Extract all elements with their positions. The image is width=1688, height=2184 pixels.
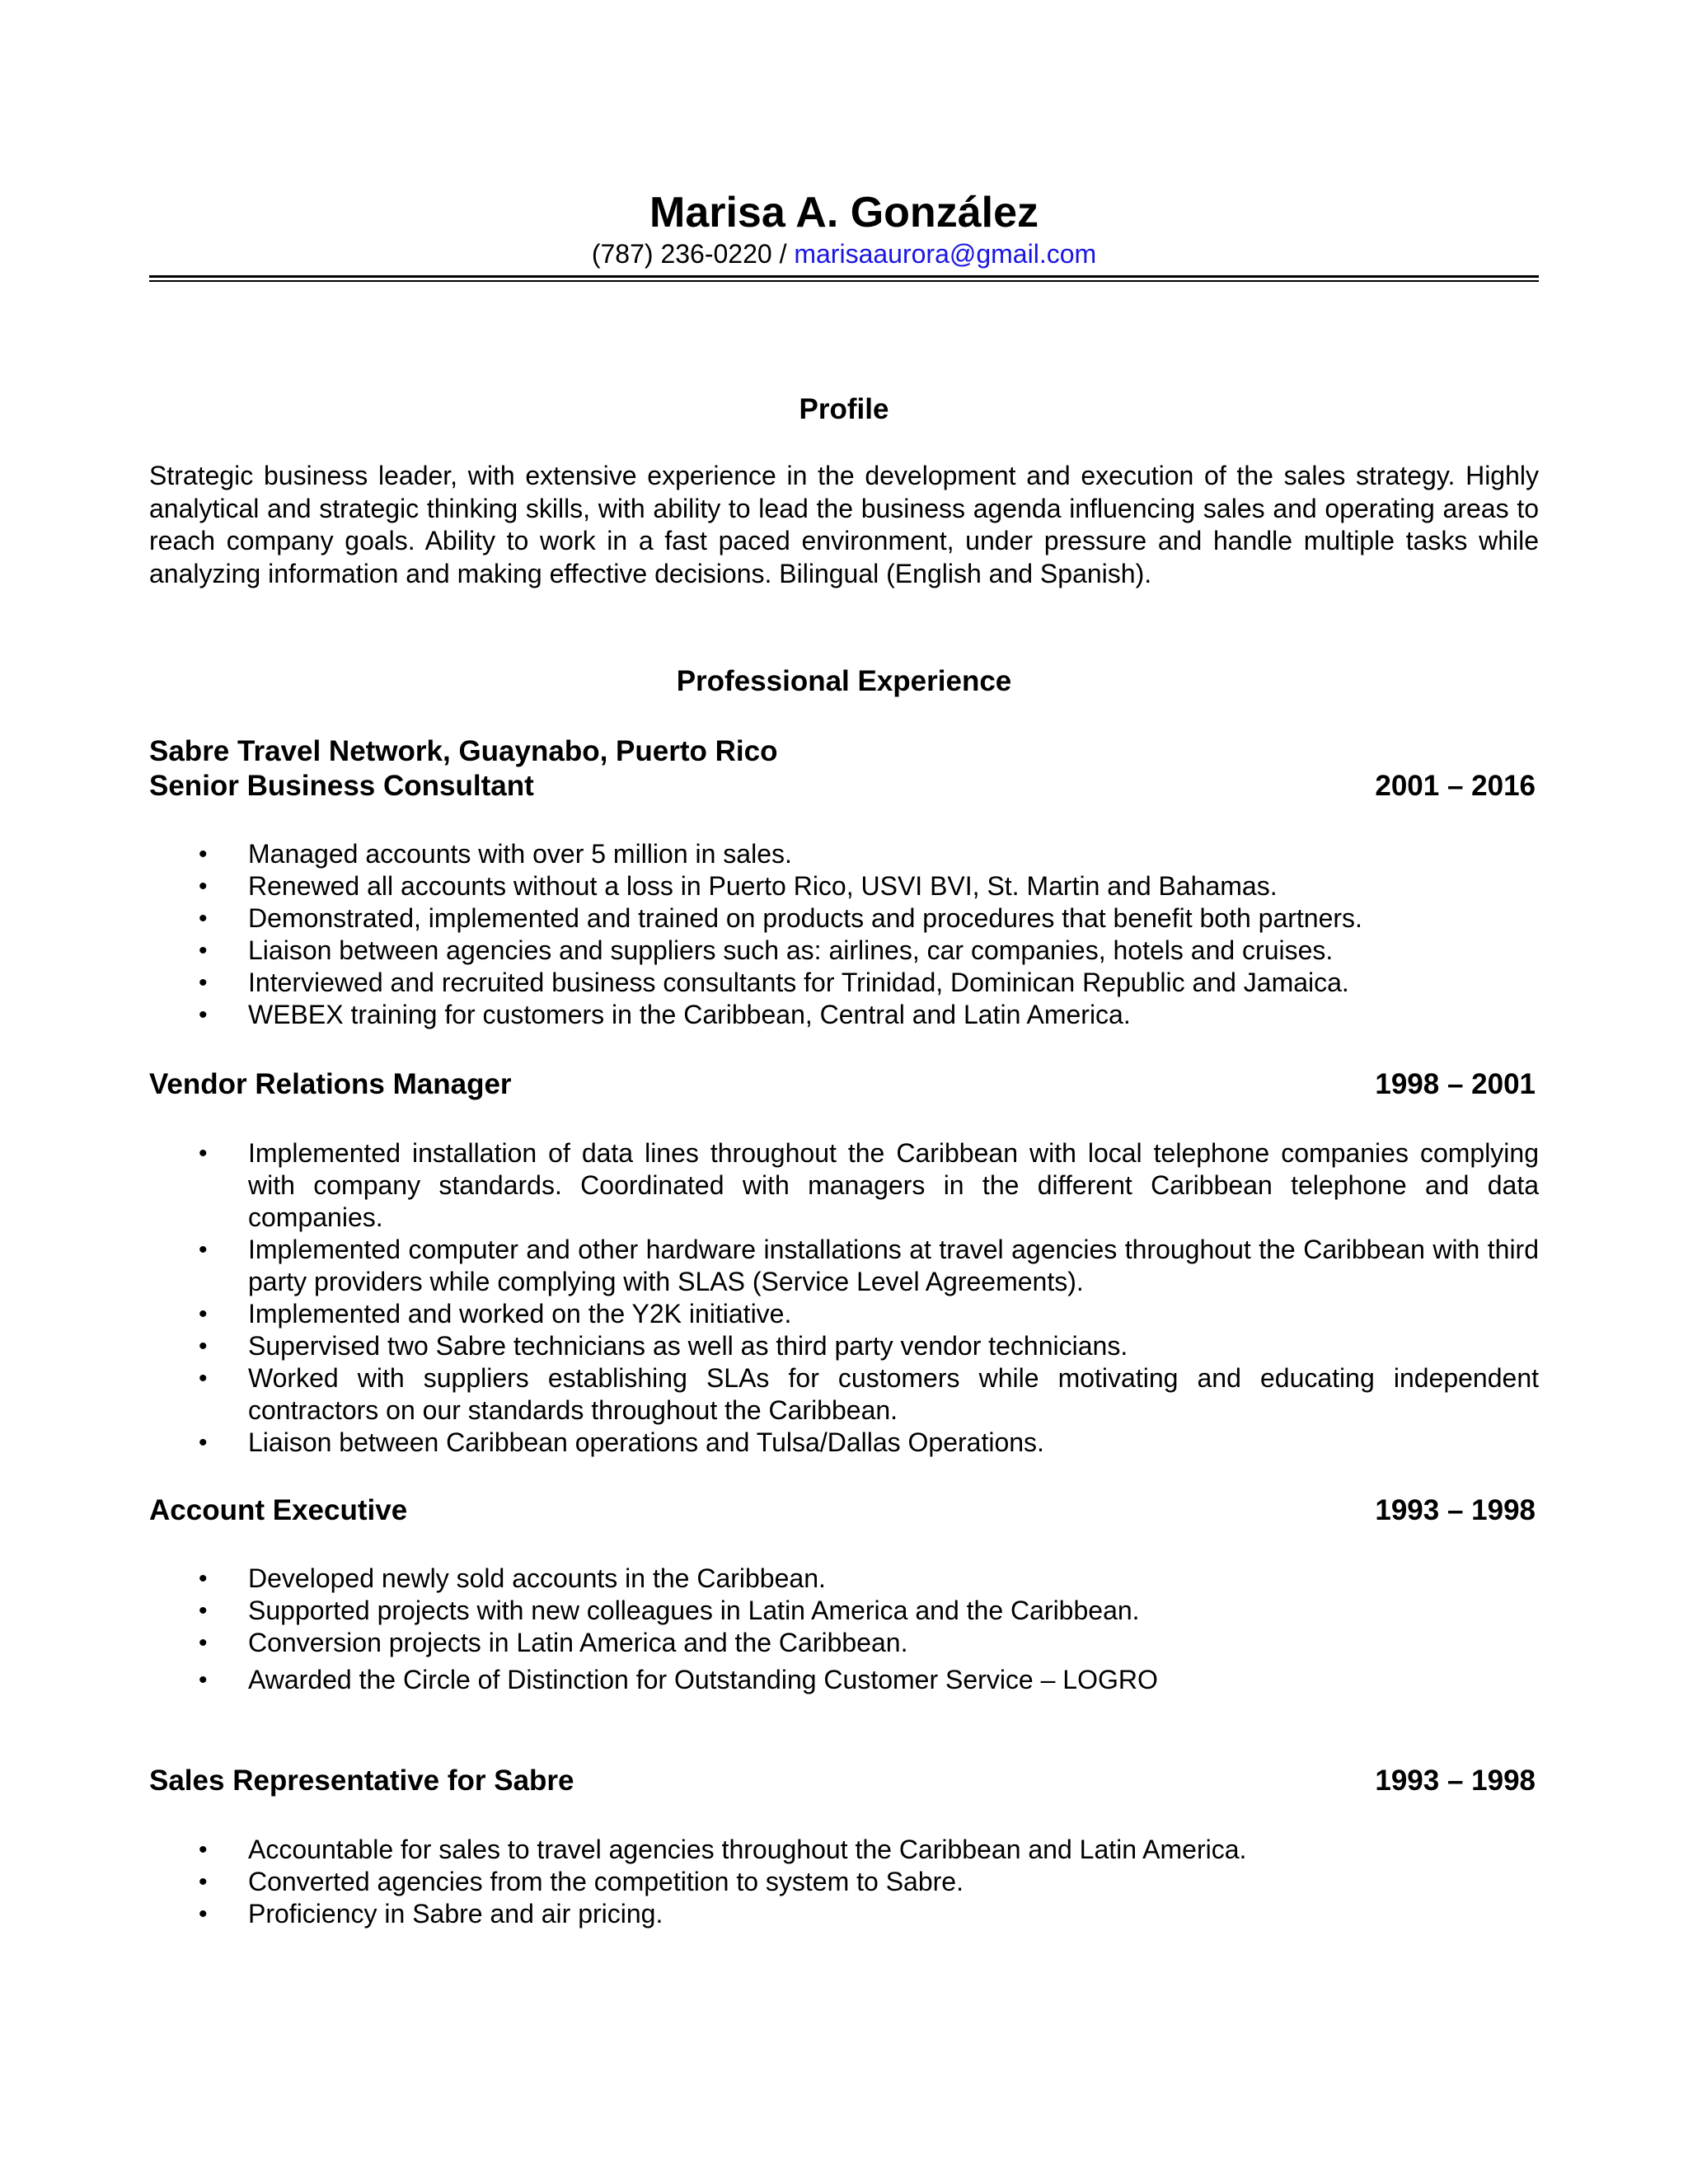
bullet-item: • WEBEX training for customers in the Caribbean, Central and Latin America. xyxy=(149,999,1539,1031)
bullet-item: • Worked with suppliers establishing SLAs for customers while motivating and educating independent contractors on our standards throughout the Caribbean. xyxy=(149,1362,1539,1427)
header-divider xyxy=(149,275,1539,278)
job-header xyxy=(149,1066,1539,1103)
job-header xyxy=(149,1493,1539,1529)
bullet-item: • Implemented and worked on the Y2K initiative. xyxy=(149,1298,1539,1330)
bullet-item: • Accountable for sales to travel agencies throughout the Caribbean and Latin America. xyxy=(149,1834,1539,1866)
bullet-item: • Demonstrated, implemented and trained on products and procedures that benefit both partners. xyxy=(149,902,1539,935)
profile-summary: Strategic business leader, with extensive experience in the development and execution of the sales strategy. Highly analytical and strategic thinking skills, with ability to lead the business agenda influencing sales and operating areas to reach company goals. Ability to work in a fast paced environment, under pressure and handle multiple tasks while analyzing information and making effective decisions. Bilingual (English and Spanish). xyxy=(149,461,1539,588)
job-title: Senior Business Consultant xyxy=(149,770,534,802)
bullet-item: • Proficiency in Sabre and air pricing. xyxy=(149,1898,1539,1930)
bullet-item: • Conversion projects in Latin America and the Caribbean. xyxy=(149,1627,1539,1659)
profile-heading: Profile xyxy=(799,393,889,425)
bullet-item: • Liaison between agencies and suppliers such as: airlines, car companies, hotels and cruises. xyxy=(149,935,1539,967)
job-title: Vendor Relations Manager xyxy=(149,1068,512,1100)
bullet-item: • Supported projects with new colleagues in Latin America and the Caribbean. xyxy=(149,1595,1539,1627)
bullet-item: • Interviewed and recruited business consultants for Trinidad, Dominican Republic and Jamaica. xyxy=(149,967,1539,999)
bullet-item: • Implemented installation of data lines throughout the Caribbean with local telephone companies complying with company standards. Coordinated with managers in the different Caribbean telephone and data companies. xyxy=(149,1137,1539,1234)
job-title: Sales Representative for Sabre xyxy=(149,1765,574,1797)
job-bullet-list xyxy=(149,1834,1539,1930)
candidate-name: Marisa A. González xyxy=(649,189,1039,237)
bullet-item: • Converted agencies from the competition to system to Sabre. xyxy=(149,1866,1539,1898)
email-link[interactable]: marisaaurora@gmail.com xyxy=(794,239,1097,269)
job-dates: 2001 – 2016 xyxy=(1375,770,1536,802)
phone-number: (787) 236-0220 / xyxy=(591,239,795,269)
company-name: Sabre Travel Network, Guaynabo, Puerto Rico xyxy=(149,735,778,767)
bullet-item: • Managed accounts with over 5 million in sales. xyxy=(149,838,1539,870)
job-header xyxy=(149,1763,1539,1799)
job-dates: 1998 – 2001 xyxy=(1375,1068,1536,1100)
bullet-item: • Developed newly sold accounts in the Caribbean. xyxy=(149,1563,1539,1595)
bullet-item: • Implemented computer and other hardware installations at travel agencies throughout the Caribbean with third party providers while complying with SLAS (Service Level Agreements). xyxy=(149,1234,1539,1298)
bullet-item: • Liaison between Caribbean operations and Tulsa/Dallas Operations. xyxy=(149,1427,1539,1459)
bullet-item: • Supervised two Sabre technicians as well as third party vendor technicians. xyxy=(149,1330,1539,1362)
bullet-item: • Awarded the Circle of Distinction for Outstanding Customer Service – LOGRO xyxy=(149,1664,1539,1696)
header-divider-secondary xyxy=(149,280,1539,282)
experience-heading: Professional Experience xyxy=(676,665,1012,697)
job-dates: 1993 – 1998 xyxy=(1375,1765,1536,1797)
job-bullet-list xyxy=(149,838,1539,1031)
job-bullet-list xyxy=(149,1137,1539,1459)
contact-line xyxy=(149,236,1539,272)
job-title: Account Executive xyxy=(149,1494,408,1526)
job-bullet-list xyxy=(149,1563,1539,1696)
job-header xyxy=(149,768,1539,804)
bullet-item: • Renewed all accounts without a loss in Puerto Rico, USVI BVI, St. Martin and Bahamas. xyxy=(149,870,1539,902)
job-dates: 1993 – 1998 xyxy=(1375,1494,1536,1526)
